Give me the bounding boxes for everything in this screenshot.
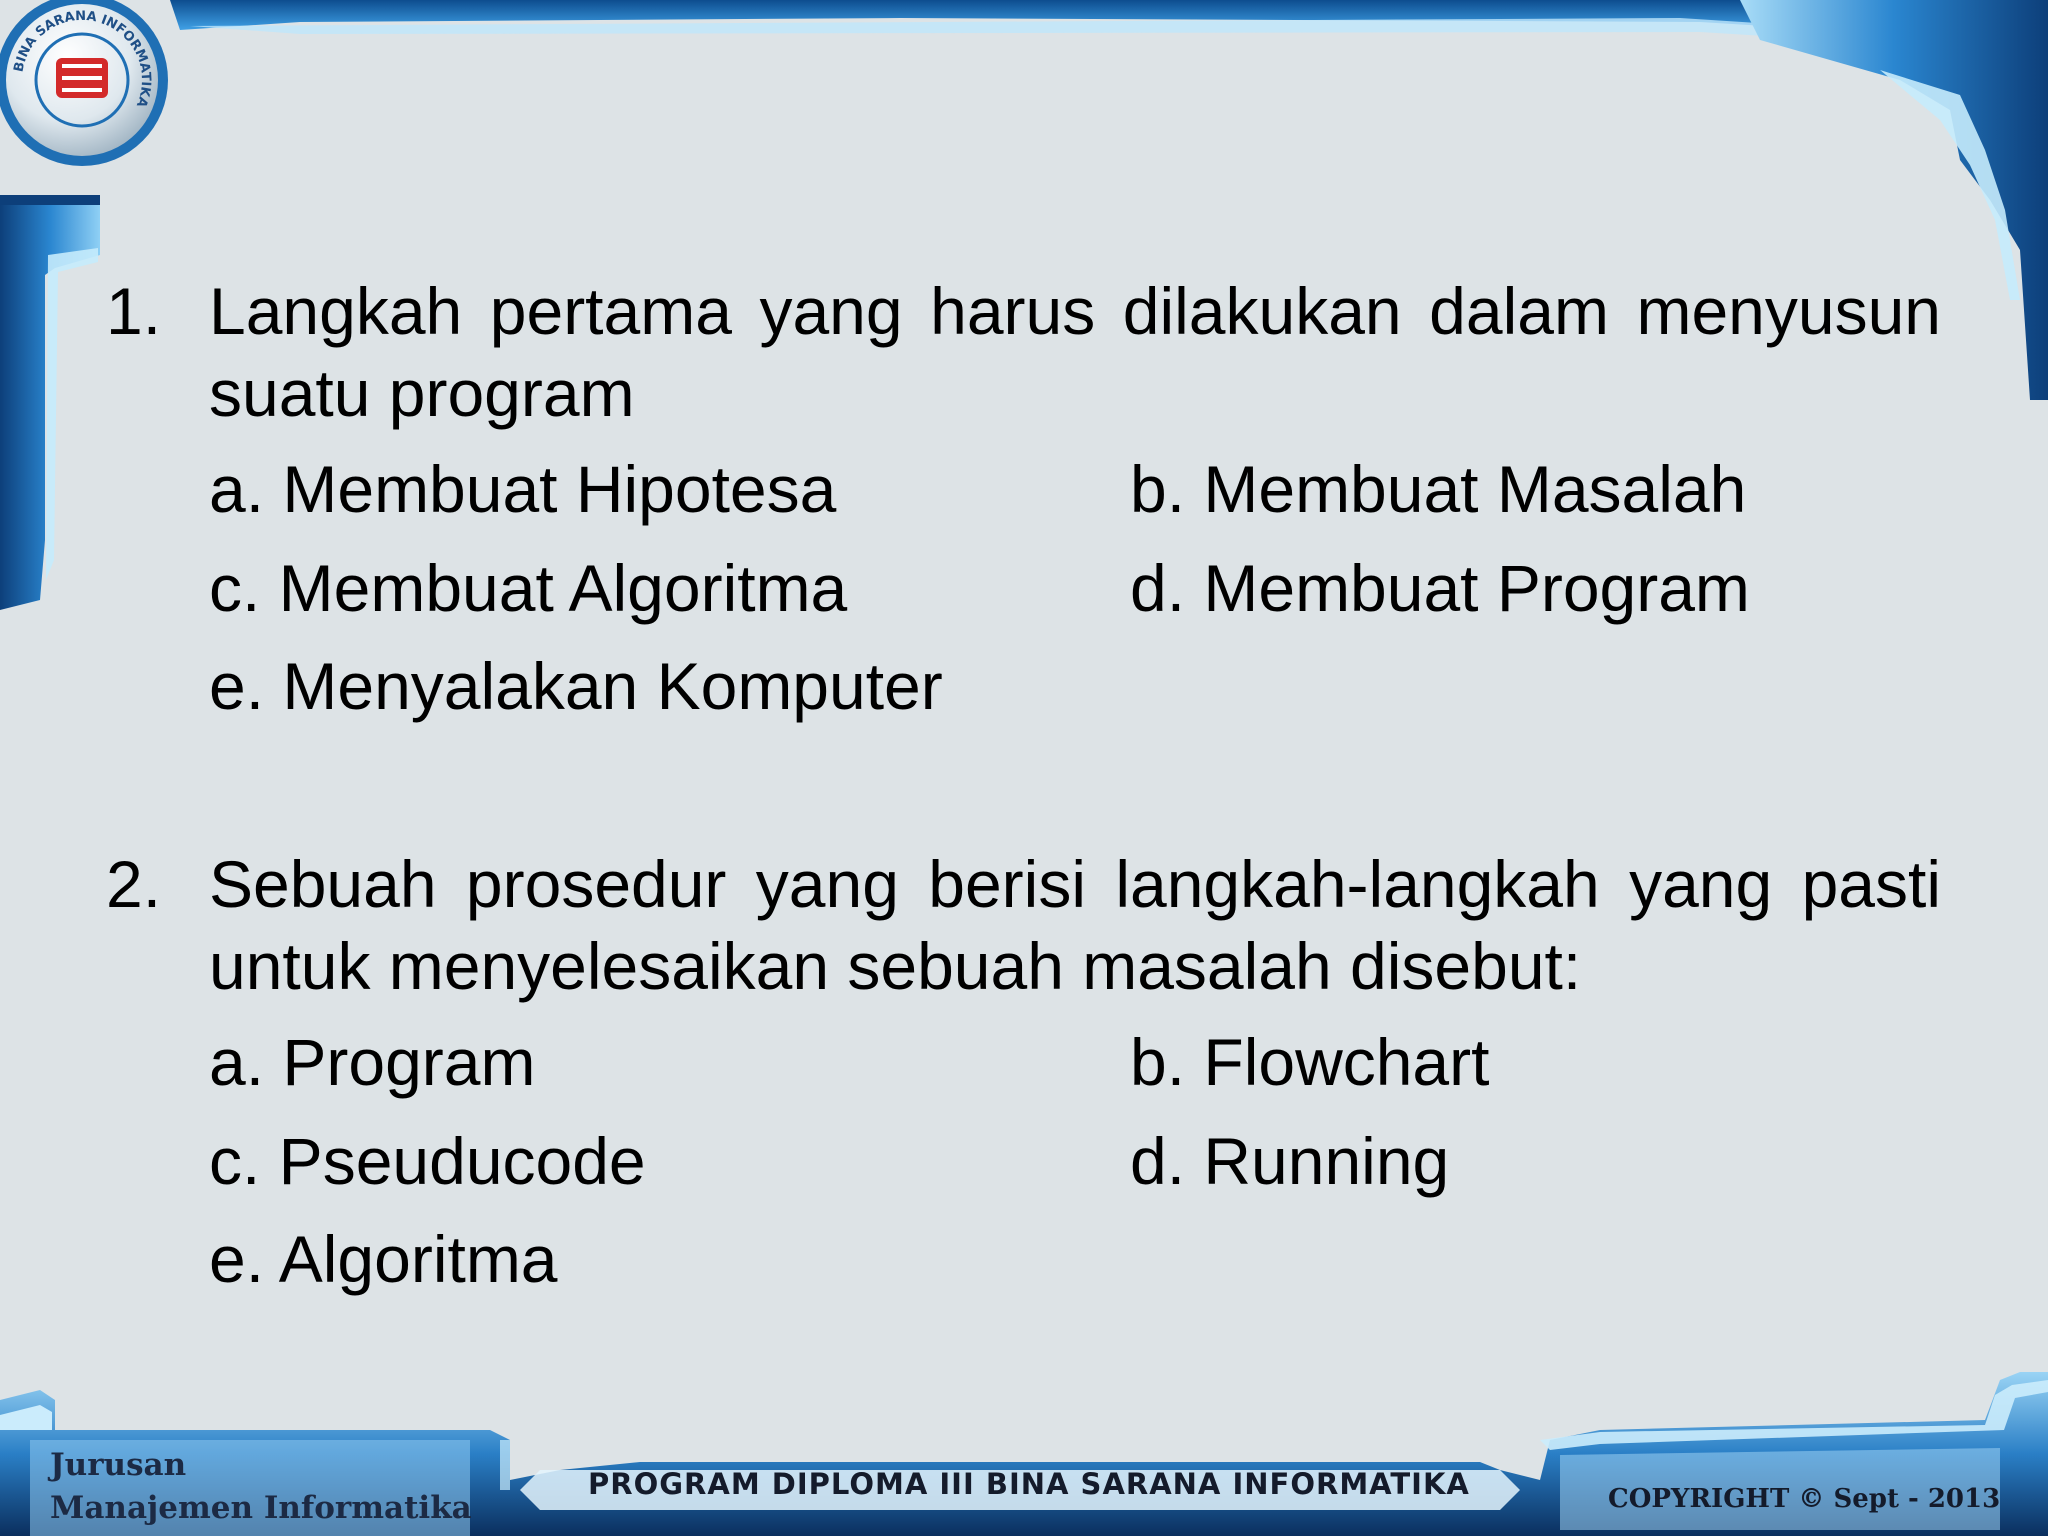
question-text: Langkah pertama yang harus dilakukan dalam menyusun suatu program	[209, 274, 1941, 430]
option-a: a. Membuat Hipotesa	[209, 452, 837, 526]
logo-ring-text: BINA SARANA INFORMATIKA	[11, 8, 154, 110]
option-c: c. Pseuducode	[209, 1124, 646, 1198]
option-e: e. Algoritma	[209, 1222, 558, 1296]
program-name: PROGRAM DIPLOMA III BINA SARANA INFORMATIKA	[588, 1467, 1470, 1501]
question-number: 2.	[106, 847, 162, 921]
option-a: a. Program	[209, 1025, 536, 1099]
option-b: b. Flowchart	[1130, 1025, 1490, 1099]
option-c: c. Membuat Algoritma	[209, 551, 848, 625]
department-line-2: Manajemen Informatika	[50, 1490, 472, 1526]
option-e: e. Menyalakan Komputer	[209, 649, 943, 723]
option-d: d. Running	[1130, 1124, 1450, 1198]
logo	[0, 0, 172, 170]
copyright: COPYRIGHT © Sept - 2013	[1608, 1484, 2001, 1514]
option-d: d. Membuat Program	[1130, 551, 1750, 625]
svg-text:BINA SARANA INFORMATIKA	[12, 9, 154, 109]
question-number: 1.	[106, 274, 162, 348]
department-line-1: Jurusan	[50, 1447, 187, 1483]
question-text: Sebuah prosedur yang berisi langkah-langkah yang pasti untuk menyelesaikan sebuah masalah disebut:	[209, 847, 1941, 1003]
option-b: b. Membuat Masalah	[1130, 452, 1747, 526]
